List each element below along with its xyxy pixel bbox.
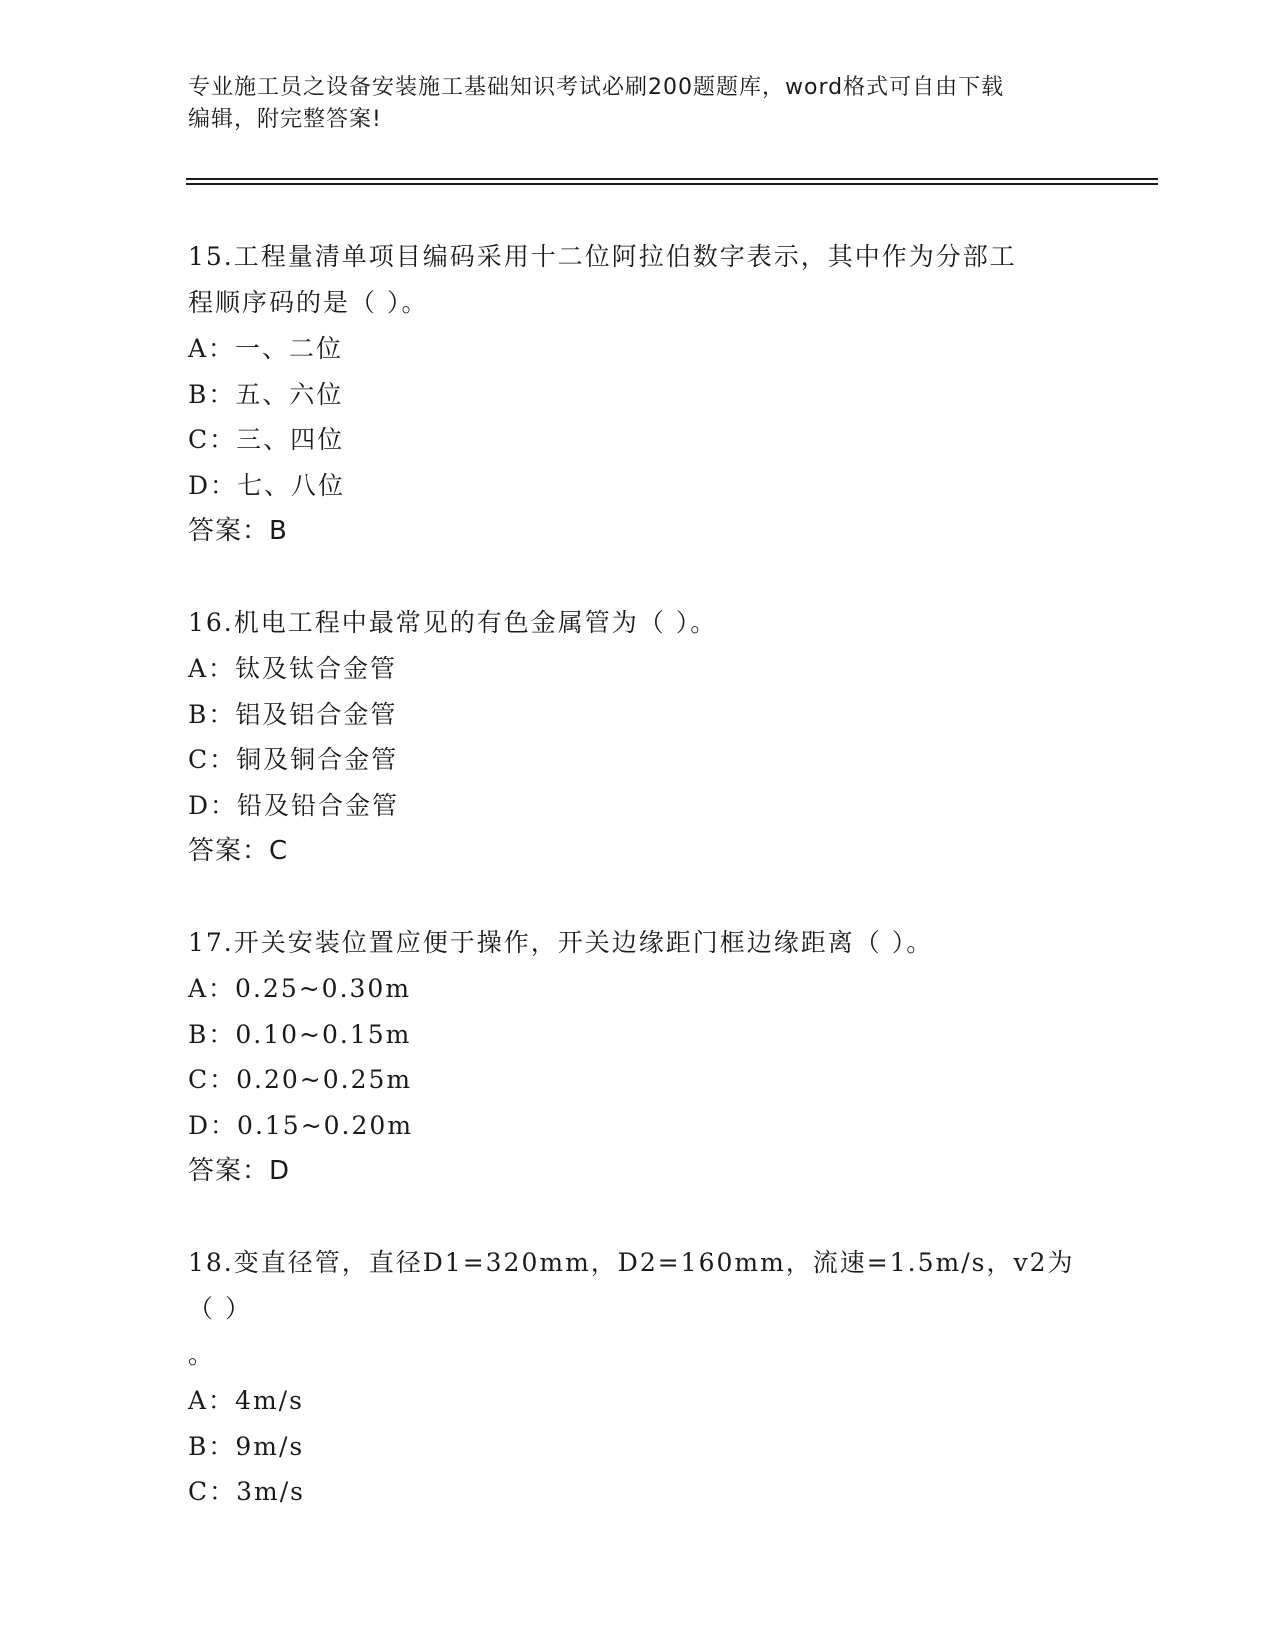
option-c: C：三、四位 bbox=[188, 425, 345, 454]
answer-line: 答案：B bbox=[188, 516, 288, 546]
question-stem: 16.机电工程中最常见的有色金属管为（ ）。 bbox=[188, 608, 718, 637]
option-d: D：七、八位 bbox=[188, 470, 346, 500]
option-a: A：0.25~0.30m bbox=[188, 974, 412, 1003]
question-stem-continued: 程顺序码的是（ ）。 bbox=[188, 288, 429, 317]
question-16 bbox=[188, 600, 1088, 874]
option-b: B：9m/s bbox=[188, 1431, 305, 1461]
option-b: B：五、六位 bbox=[188, 379, 344, 409]
question-17 bbox=[188, 920, 1088, 1194]
header-line-2: 编辑，附完整答案! bbox=[188, 107, 382, 132]
option-b: B：铝及铝合金管 bbox=[188, 699, 398, 729]
option-c: C：0.20~0.25m bbox=[188, 1065, 413, 1094]
option-a: A：一、二位 bbox=[188, 334, 344, 363]
question-15 bbox=[188, 234, 1088, 554]
header-line-1: 专业施工员之设备安装施工基础知识考试必刷200题题库，word格式可自由下载 bbox=[188, 75, 1005, 100]
answer-line: 答案：C bbox=[188, 836, 289, 866]
header-divider-top bbox=[186, 178, 1158, 180]
question-18 bbox=[188, 1240, 1088, 1515]
question-stem-continued: 。 bbox=[188, 1340, 216, 1369]
option-b: B：0.10~0.15m bbox=[188, 1019, 412, 1049]
question-stem: 15.工程量清单项目编码采用十二位阿拉伯数字表示，其中作为分部工 bbox=[188, 242, 1017, 271]
option-d: D：0.15~0.20m bbox=[188, 1110, 414, 1140]
option-c: C：3m/s bbox=[188, 1477, 305, 1506]
question-stem: 17.开关安装位置应便于操作，开关边缘距门框边缘距离（ ）。 bbox=[188, 928, 934, 957]
option-a: A：钛及钛合金管 bbox=[188, 654, 398, 683]
option-a: A：4m/s bbox=[188, 1386, 304, 1415]
question-stem: 18.变直径管，直径D1=320mm，D2=160mm，流速=1.5m/s，v2为（ ） bbox=[188, 1248, 1075, 1323]
header-divider-bottom bbox=[186, 183, 1158, 185]
option-c: C：铜及铜合金管 bbox=[188, 745, 399, 774]
option-d: D：铅及铅合金管 bbox=[188, 790, 400, 820]
document-header bbox=[188, 72, 1088, 136]
answer-line: 答案：D bbox=[188, 1156, 291, 1186]
